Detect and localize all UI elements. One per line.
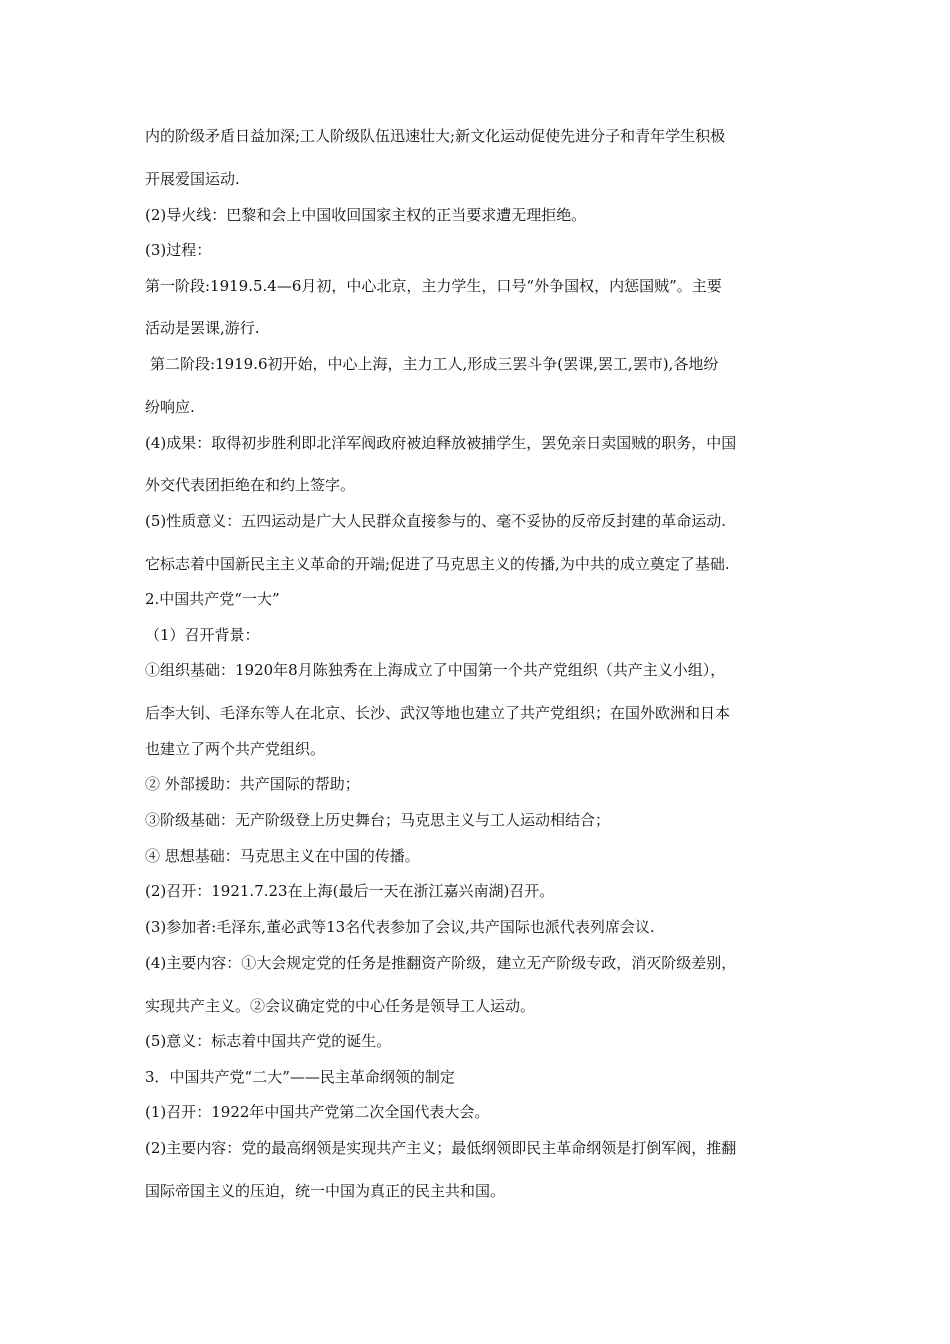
text-line-26: 3．中国共产党“二大”——民主革命纲领的制定 [145, 1068, 455, 1086]
text-line-9: (4)成果：取得初步胜利即北洋军阀政府被迫释放被捕学生，罢免亲日卖国贼的职务，中国 [145, 434, 737, 452]
text-line-11: (5)性质意义：五四运动是广大人民群众直接参与的、毫不妥协的反帝反封建的革命运动. [145, 512, 727, 530]
text-line-20: ④ 思想基础：马克思主义在中国的传播。 [145, 847, 420, 865]
text-line-7: 第二阶段:1919.6初开始，中心上海，主力工人,形成三罢斗争(罢课,罢工,罢市),各地纷 [150, 355, 719, 373]
text-line-12: 它标志着中国新民主主义革命的开端;促进了马克思主义的传播,为中共的成立奠定了基础. [145, 555, 730, 573]
text-line-10: 外交代表团拒绝在和约上签字。 [145, 476, 356, 494]
text-line-18: ② 外部援助：共产国际的帮助； [145, 775, 360, 793]
text-line-23: (4)主要内容：①大会规定党的任务是推翻资产阶级，建立无产阶级专政，消灭阶级差别， [145, 954, 737, 972]
text-line-13: 2.中国共产党“一大” [145, 590, 280, 608]
text-line-6: 活动是罢课,游行. [145, 319, 260, 337]
text-line-16: 后李大钊、毛泽东等人在北京、长沙、武汉等地也建立了共产党组织；在国外欧洲和日本 [145, 704, 731, 722]
text-line-28: (2)主要内容：党的最高纲领是实现共产主义；最低纲领即民主革命纲领是打倒军阀，推翻 [145, 1139, 737, 1157]
text-line-24: 实现共产主义。②会议确定党的中心任务是领导工人运动。 [145, 997, 536, 1015]
text-line-22: (3)参加者:毛泽东,董必武等13名代表参加了会议,共产国际也派代表列席会议. [145, 918, 655, 936]
text-line-29: 国际帝国主义的压迫，统一中国为真正的民主共和国。 [145, 1182, 506, 1200]
text-line-15: ①组织基础：1920年8月陈独秀在上海成立了中国第一个共产党组织（共产主义小组）， [145, 661, 726, 679]
text-line-21: (2)召开：1921.7.23在上海(最后一天在浙江嘉兴南湖)召开。 [145, 882, 555, 900]
text-line-19: ③阶级基础：无产阶级登上历史舞台；马克思主义与工人运动相结合； [145, 811, 611, 829]
text-line-2: 开展爱国运动. [145, 170, 240, 188]
text-line-14: （1）召开背景： [145, 626, 260, 644]
text-line-8: 纷响应. [145, 398, 195, 416]
text-line-4: (3)过程： [145, 241, 212, 259]
text-line-5: 第一阶段:1919.5.4—6月初，中心北京，主力学生，口号“外争国权，内惩国贼”。主要 [145, 277, 722, 295]
text-line-1: 内的阶级矛盾日益加深;工人阶级队伍迅速壮大;新文化运动促使先进分子和青年学生积极 [145, 127, 726, 145]
text-line-27: (1)召开：1922年中国共产党第二次全国代表大会。 [145, 1103, 490, 1121]
text-line-25: (5)意义：标志着中国共产党的诞生。 [145, 1032, 392, 1050]
text-line-3: (2)导火线：巴黎和会上中国收回国家主权的正当要求遭无理拒绝。 [145, 206, 587, 224]
text-line-17: 也建立了两个共产党组织。 [145, 740, 326, 758]
